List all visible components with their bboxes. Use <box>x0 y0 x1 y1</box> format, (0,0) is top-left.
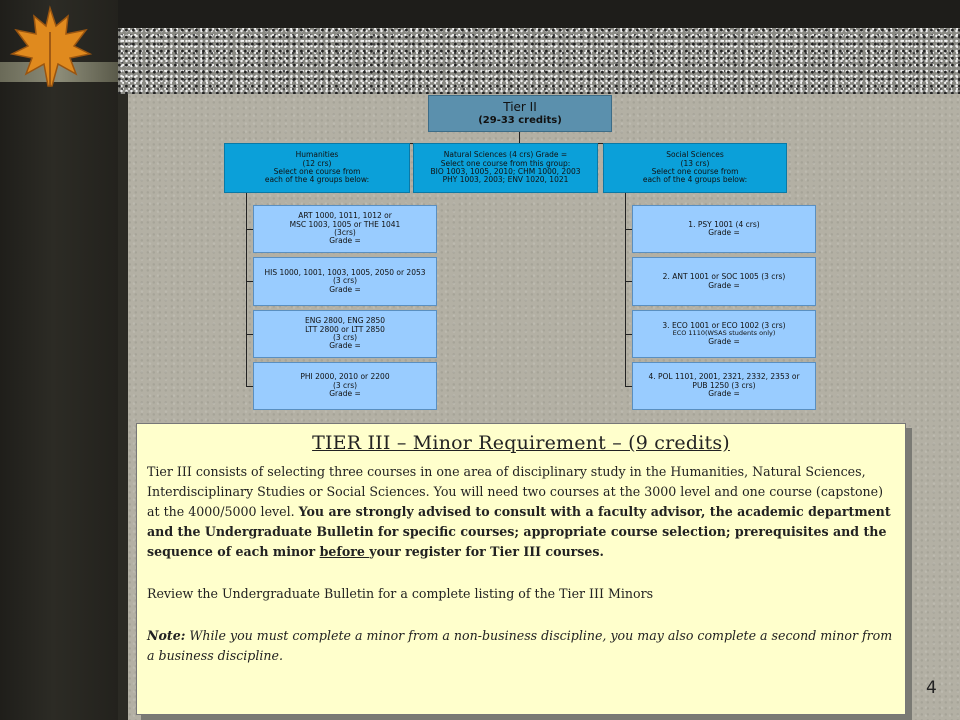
humanities-box <box>224 143 410 193</box>
connector-line <box>246 229 253 230</box>
box-line: Grade = <box>329 236 361 246</box>
box-line: PUB 1250 (3 crs) <box>692 380 756 390</box>
box-line: HIS 1000, 1001, 1003, 1005, 2050 or 2053 <box>264 267 426 277</box>
box-line: Grade = <box>708 389 740 399</box>
connector-line <box>519 132 520 143</box>
box-line: ENG 2800, ENG 2850 <box>304 316 386 326</box>
box-line: 2. ANT 1001 or SOC 1005 (3 crs) <box>662 272 786 282</box>
box-line: Humanities <box>295 150 339 160</box>
box-line: (3 crs) <box>332 380 358 390</box>
connector-line <box>625 193 626 386</box>
connector-line <box>246 386 253 387</box>
box-line: (3 crs) <box>332 276 358 286</box>
social-sciences-group-4 <box>632 362 816 410</box>
box-line: ECO 1110(WSAS students only) <box>672 329 776 338</box>
slide-number: 4 <box>926 678 937 698</box>
tier3-note <box>147 626 895 666</box>
box-line: (13 crs) <box>680 158 710 168</box>
natural-sciences-box <box>413 143 598 193</box>
box-line: Grade = <box>708 336 740 346</box>
box-line: 4. POL 1101, 2001, 2321, 2332, 2353 or <box>648 372 800 382</box>
box-line: Grade = <box>329 284 361 294</box>
connector-line <box>246 281 253 282</box>
box-line: 3. ECO 1001 or ECO 1002 (3 crs) <box>662 320 786 330</box>
humanities-group-2 <box>253 257 437 306</box>
box-line: Grade = <box>708 280 740 290</box>
box-line: LTT 2800 or LTT 2850 <box>305 324 385 334</box>
connector-line <box>625 281 632 282</box>
box-line: (3 crs) <box>332 333 358 342</box>
social-sciences-group-3 <box>632 310 816 358</box>
box-line: Grade = <box>329 389 361 399</box>
tier2-subtitle: (29-33 credits) <box>478 114 562 126</box>
box-line: BIO 1003, 1005, 2010; CHM 1000, 2003 <box>430 167 581 176</box>
tier2-title: Tier II <box>503 100 537 115</box>
box-line: ART 1000, 1011, 1012 or <box>298 211 392 221</box>
top-dark-band <box>118 0 960 28</box>
social-sciences-box <box>603 143 787 193</box>
box-line: each of the 4 groups below: <box>264 175 370 185</box>
connector-line <box>246 193 247 386</box>
connector-line <box>625 334 632 335</box>
tier3-paragraph-2: Review the Undergraduate Bulletin for a complete listing of the Tier III Minors <box>147 586 654 601</box>
tier3-note-label: Note: <box>147 628 186 643</box>
box-line: Grade = <box>708 228 740 237</box>
tier3-panel <box>136 423 906 715</box>
granite-band <box>118 28 960 94</box>
connector-line <box>625 229 632 230</box>
left-strip <box>0 0 118 720</box>
box-line: each of the 4 groups below: <box>642 175 748 185</box>
social-sciences-group-1 <box>632 205 816 253</box>
humanities-group-3 <box>253 310 437 358</box>
box-line: Select one course from <box>273 167 361 176</box>
box-line: 1. PSY 1001 (4 crs) <box>688 219 760 229</box>
tier3-title: TIER III – Minor Requirement – (9 credits) <box>312 432 730 454</box>
box-line: MSC 1003, 1005 or THE 1041 <box>289 219 401 229</box>
box-line: Select one course from this group: <box>440 158 571 168</box>
box-line: PHY 1003, 2003; ENV 1020, 1021 <box>442 175 569 185</box>
box-line: Social Sciences <box>666 150 724 160</box>
box-line: Grade = <box>329 341 361 351</box>
humanities-group-4 <box>253 362 437 410</box>
tier3-paragraph-1 <box>147 462 895 562</box>
box-line: (3crs) <box>334 228 356 237</box>
humanities-group-1 <box>253 205 437 253</box>
tier3-p1-advice: You are strongly advised to consult with a faculty advisor, the academic department and the Undergraduate Bulletin for specific courses; appropriate course selection; prerequisites and the sequence of each minor <box>147 504 891 559</box>
tier3-note-text: While you must complete a minor from a non-business discipline, you may also complete a second minor from a business discipline. <box>147 628 893 663</box>
tier2-header-box <box>428 95 612 132</box>
connector-line <box>246 334 253 335</box>
box-line: Select one course from <box>651 167 739 176</box>
tier3-p1-text: Tier III consists of selecting three courses in one area of disciplinary study in the Humanities, Natural Sciences, Interdisciplinary Studies or Social Sciences. You will need two courses at the 3000 level and one course (capstone) at the 4000/5000 level. <box>147 464 884 519</box>
box-line: Natural Sciences (4 crs) Grade = <box>443 150 568 160</box>
social-sciences-group-2 <box>632 257 816 306</box>
connector-line <box>625 386 632 387</box>
box-line: (12 crs) <box>302 158 332 168</box>
maple-leaf-icon <box>6 2 94 90</box>
tier3-p1-advice-end: your register for Tier III courses. <box>369 544 604 559</box>
tier3-p1-before: before <box>319 544 370 559</box>
box-line: PHI 2000, 2010 or 2200 <box>300 372 390 382</box>
